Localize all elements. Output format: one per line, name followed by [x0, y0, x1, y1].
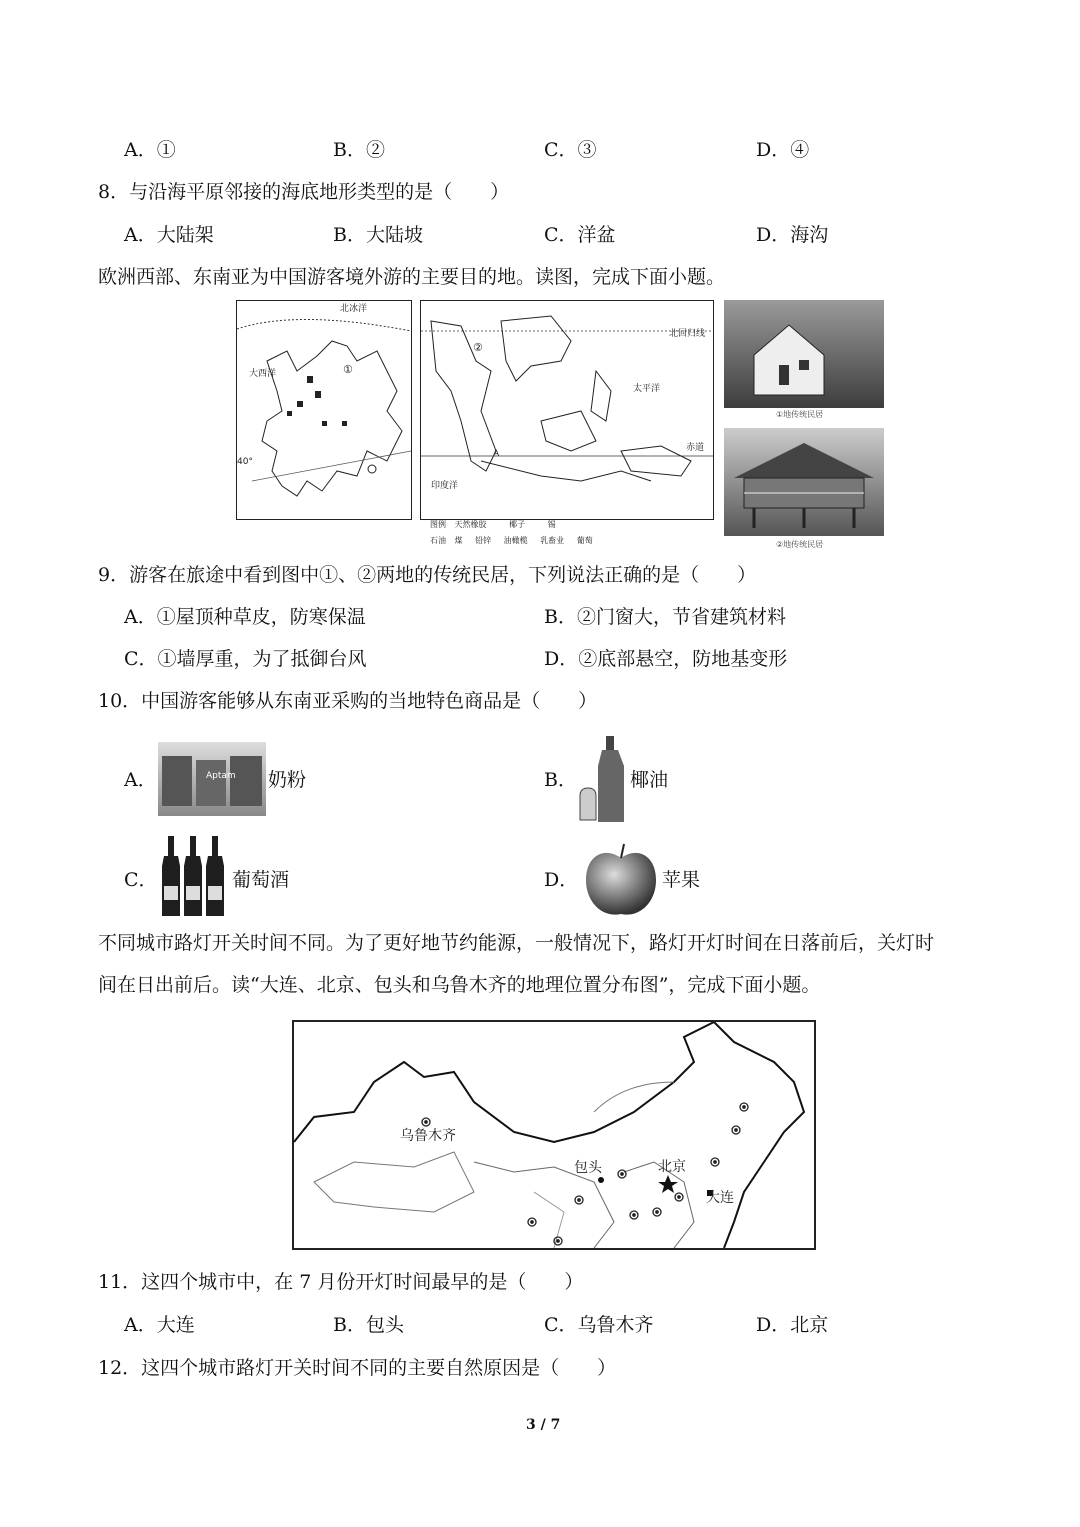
q10-item-b: 椰油 — [630, 769, 669, 791]
city-label-beijing: 北京 — [658, 1159, 686, 1175]
latitude-40-label: 40° — [237, 457, 253, 467]
legend-olive: 油橄榄 — [503, 536, 528, 545]
southeast-asia-map — [420, 300, 714, 520]
milk-brand-text: Aptam — [206, 771, 236, 781]
atlantic-ocean-label: 大西洋 — [249, 369, 277, 379]
q9-option-b: B．②门窗大，节省建筑材料 — [544, 606, 786, 628]
q11-stem: 11．这四个城市中，在 7 月份开灯时间最早的是（ ） — [98, 1271, 584, 1293]
q10-letter-d: D． — [544, 869, 579, 891]
q7-option-a: A．① — [124, 139, 176, 161]
q10-letter-b: B． — [544, 769, 577, 791]
q11-option-c: C．乌鲁木齐 — [544, 1314, 654, 1336]
q8-stem: 8．与沿海平原邻接的海底地形类型的是（ ） — [98, 181, 510, 203]
legend-coconut: 椰子 — [509, 520, 526, 529]
q8-option-c: C．洋盆 — [544, 224, 616, 246]
city-label-urumqi: 乌鲁木齐 — [400, 1128, 456, 1144]
q11-option-d: D．北京 — [756, 1314, 829, 1336]
q9-option-d: D．②底部悬空，防地基变形 — [544, 648, 788, 670]
photo-2-caption: ②地传统民居 — [776, 540, 824, 549]
equator-label: 赤道 — [686, 443, 705, 453]
legend-row-1 — [430, 520, 556, 530]
legend-coal: 煤 — [454, 536, 463, 545]
arctic-ocean-label: 北冰洋 — [340, 304, 368, 314]
intro-questions-11-12-line2: 间在日出前后。读“大连、北京、包头和乌鲁木齐的地理位置分布图”，完成下面小题。 — [98, 974, 821, 996]
apple-image — [584, 840, 658, 920]
milk-powder-image — [158, 742, 266, 816]
q9-stem: 9．游客在旅途中看到图中①、②两地的传统民居，下列说法正确的是（ ） — [98, 564, 757, 586]
legend-tin: 锡 — [547, 520, 556, 529]
indian-ocean-label: 印度洋 — [431, 481, 459, 491]
page-number: 3 / 7 — [526, 1417, 561, 1433]
intro-questions-11-12-line1: 不同城市路灯开关时间不同。为了更好地节约能源，一般情况下，路灯开灯时间在日落前后，关灯时 — [98, 932, 935, 954]
city-label-baotou: 包头 — [574, 1160, 602, 1176]
q7-option-b: B．② — [333, 139, 385, 161]
q7-option-d: D．④ — [756, 139, 810, 161]
q10-stem: 10．中国游客能够从东南亚采购的当地特色商品是（ ） — [98, 690, 598, 712]
legend-grape: 葡萄 — [576, 536, 593, 545]
q8-option-a: A．大陆架 — [124, 224, 214, 246]
q11-option-b: B．包头 — [333, 1314, 404, 1336]
q10-item-a: 奶粉 — [268, 769, 307, 791]
q11-option-a: A．大连 — [124, 1314, 195, 1336]
europe-map — [236, 300, 412, 520]
q12-stem: 12．这四个城市路灯开关时间不同的主要自然原因是（ ） — [98, 1357, 617, 1379]
marker-1-label: ① — [343, 363, 353, 376]
house-photo-1 — [724, 300, 884, 408]
q10-letter-c: C． — [124, 869, 158, 891]
q8-option-d: D．海沟 — [756, 224, 829, 246]
tropic-of-cancer-label: 北回归线 — [669, 329, 706, 339]
q8-option-b: B．大陆坡 — [333, 224, 423, 246]
coconut-oil-image — [576, 736, 630, 824]
intro-questions-9-10: 欧洲西部、东南亚为中国游客境外游的主要目的地。读图，完成下面小题。 — [98, 266, 726, 288]
q9-option-c: C．①墙厚重，为了抵御台风 — [124, 648, 367, 670]
q10-letter-a: A． — [124, 769, 157, 791]
q9-option-a: A．①屋顶种草皮，防寒保温 — [124, 606, 366, 628]
wine-bottles-image — [160, 836, 230, 918]
marker-2-label: ② — [473, 341, 483, 354]
city-label-dalian: 大连 — [706, 1190, 734, 1206]
legend-rubber: 天然橡胶 — [454, 520, 487, 529]
q10-item-c: 葡萄酒 — [232, 869, 290, 891]
legend-oil: 石油 — [430, 536, 446, 545]
legend-row-2 — [430, 536, 593, 546]
q7-option-c: C．③ — [544, 139, 597, 161]
pacific-ocean-label: 太平洋 — [633, 384, 661, 394]
house-photo-2 — [724, 428, 884, 536]
legend-title: 图例 — [430, 520, 446, 529]
q10-item-d: 苹果 — [662, 869, 701, 891]
legend-dairy: 乳畜业 — [540, 536, 565, 545]
legend-lead-zinc: 铅锌 — [475, 536, 492, 545]
china-cities-map — [292, 1020, 816, 1250]
photo-1-caption: ①地传统民居 — [776, 410, 824, 419]
marker-a-label: A — [493, 449, 500, 459]
